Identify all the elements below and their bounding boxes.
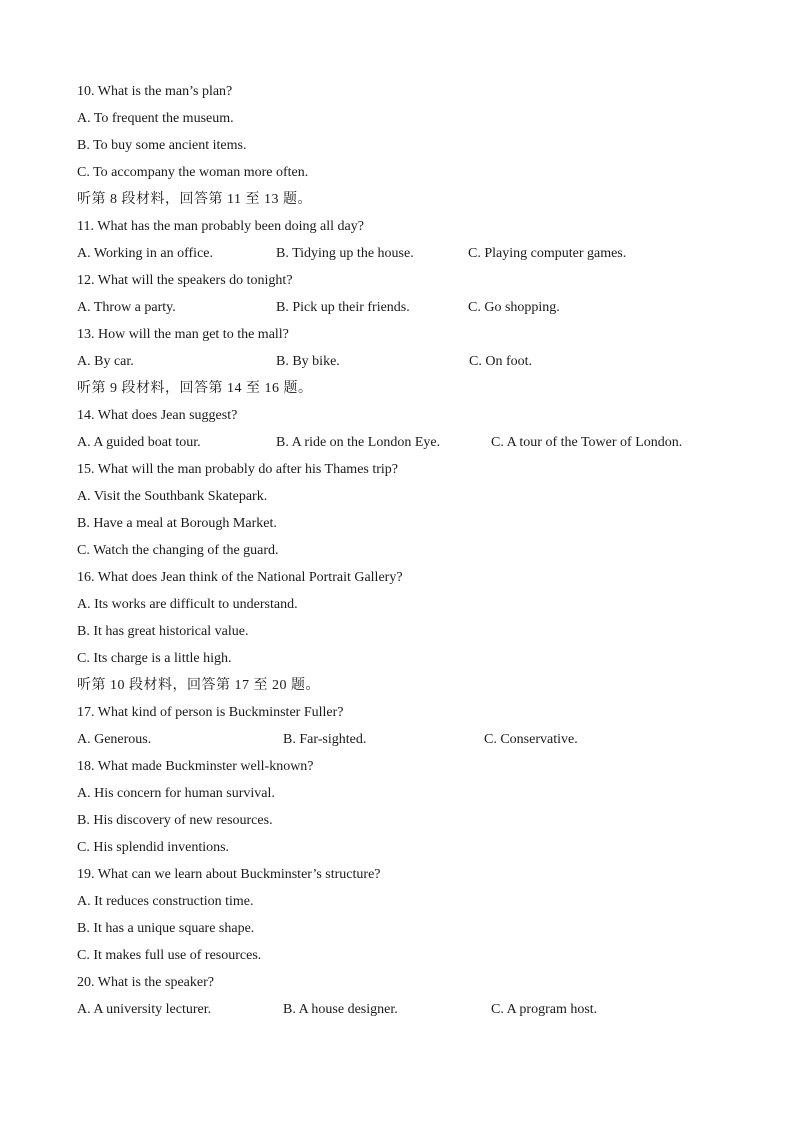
question-18: 18. What made Buckminster well-known? [77, 759, 314, 774]
question-15: 15. What will the man probably do after his Thames trip? [77, 462, 399, 477]
q12-options [77, 294, 757, 321]
q17-option-b: B. Far-sighted. [283, 732, 367, 747]
q12-option-c: C. Go shopping. [468, 300, 560, 315]
q11-option-c: C. Playing computer games. [468, 246, 627, 261]
question-11: 11. What has the man probably been doing all day? [77, 219, 364, 234]
q19-option-c: C. It makes full use of resources. [77, 948, 262, 963]
q15-option-a: A. Visit the Southbank Skatepark. [77, 489, 268, 504]
q16-option-b: B. It has great historical value. [77, 624, 249, 639]
q14-option-a: A. A guided boat tour. [77, 435, 201, 450]
question-19: 19. What can we learn about Buckminster’s structure? [77, 867, 381, 882]
q16-option-a: A. Its works are difficult to understand. [77, 597, 298, 612]
q20-option-c: C. A program host. [491, 1002, 598, 1017]
q15-option-c: C. Watch the changing of the guard. [77, 543, 279, 558]
section-heading-8: 听第 8 段材料，回答第 11 至 13 题。 [77, 192, 312, 207]
q10-option-b: B. To buy some ancient items. [77, 138, 247, 153]
q11-option-b: B. Tidying up the house. [276, 246, 414, 261]
q13-option-a: A. By car. [77, 354, 134, 369]
q11-option-a: A. Working in an office. [77, 246, 213, 261]
question-16: 16. What does Jean think of the National Portrait Gallery? [77, 570, 403, 585]
q12-option-b: B. Pick up their friends. [276, 300, 410, 315]
question-13: 13. How will the man get to the mall? [77, 327, 289, 342]
question-10: 10. What is the man’s plan? [77, 84, 233, 99]
q18-option-a: A. His concern for human survival. [77, 786, 275, 801]
section-heading-10: 听第 10 段材料，回答第 17 至 20 题。 [77, 678, 320, 693]
q20-option-b: B. A house designer. [283, 1002, 398, 1017]
q17-options [77, 726, 757, 753]
q14-options [77, 429, 757, 456]
q12-option-a: A. Throw a party. [77, 300, 176, 315]
q17-option-a: A. Generous. [77, 732, 152, 747]
q14-option-c: C. A tour of the Tower of London. [491, 435, 683, 450]
q19-option-a: A. It reduces construction time. [77, 894, 254, 909]
q20-options [77, 996, 757, 1023]
question-17: 17. What kind of person is Buckminster Fuller? [77, 705, 344, 720]
q20-option-a: A. A university lecturer. [77, 1002, 212, 1017]
section-heading-9: 听第 9 段材料，回答第 14 至 16 题。 [77, 381, 313, 396]
q10-option-c: C. To accompany the woman more often. [77, 165, 309, 180]
question-14: 14. What does Jean suggest? [77, 408, 238, 423]
question-20: 20. What is the speaker? [77, 975, 214, 990]
q10-option-a: A. To frequent the museum. [77, 111, 234, 126]
q19-option-b: B. It has a unique square shape. [77, 921, 255, 936]
exam-page [77, 78, 757, 1023]
q14-option-b: B. A ride on the London Eye. [276, 435, 441, 450]
q13-options [77, 348, 757, 375]
question-12: 12. What will the speakers do tonight? [77, 273, 293, 288]
q18-option-c: C. His splendid inventions. [77, 840, 230, 855]
q16-option-c: C. Its charge is a little high. [77, 651, 232, 666]
q18-option-b: B. His discovery of new resources. [77, 813, 273, 828]
q11-options [77, 240, 757, 267]
q17-option-c: C. Conservative. [484, 732, 578, 747]
q13-option-b: B. By bike. [276, 354, 340, 369]
q15-option-b: B. Have a meal at Borough Market. [77, 516, 277, 531]
q13-option-c: C. On foot. [469, 354, 532, 369]
